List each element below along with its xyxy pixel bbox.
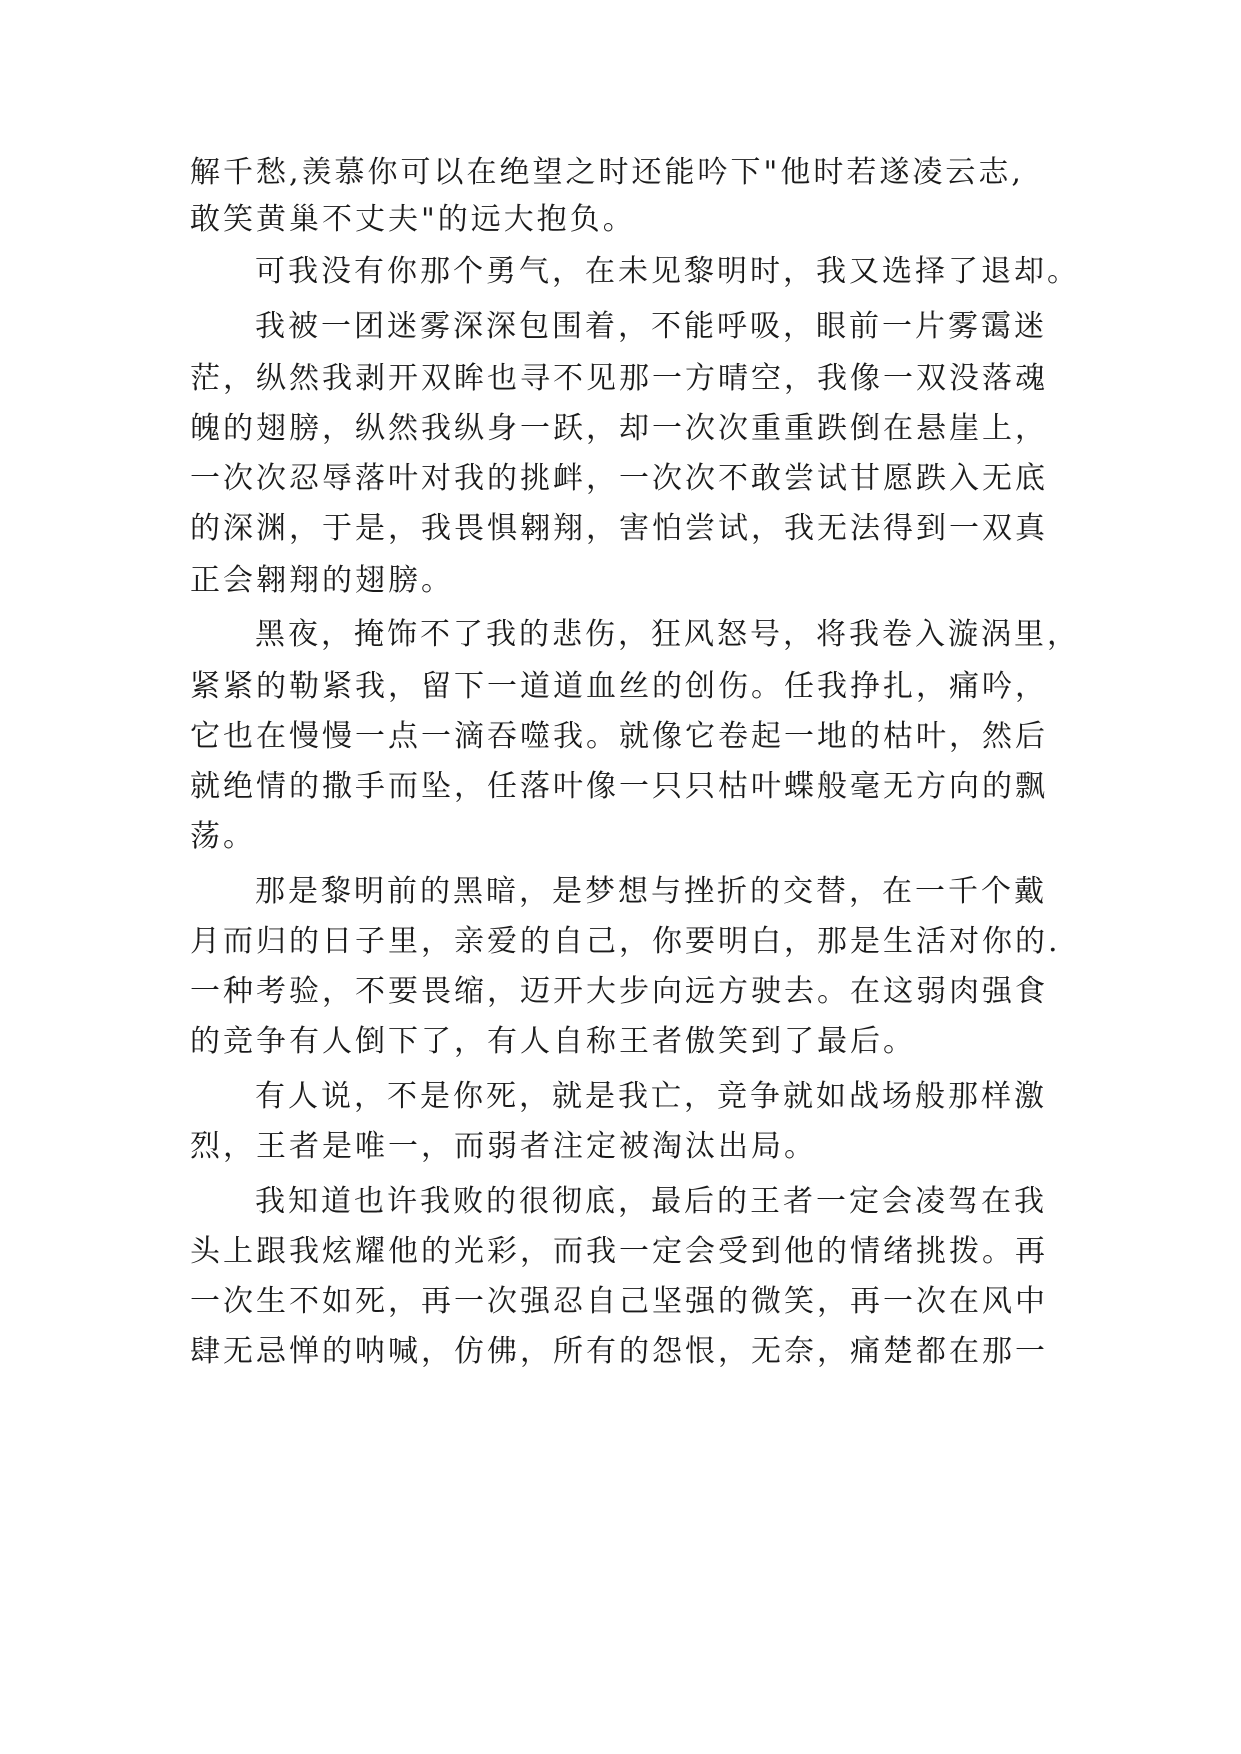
- text-line: 正会翱翔的翅膀。: [190, 563, 454, 598]
- text-line: 魄的翅膀，纵然我纵身一跃，却一次次重重跌倒在悬崖上，: [190, 411, 1048, 446]
- text-line: 敢笑黄巢不丈夫"的远大抱负。: [190, 202, 636, 237]
- paragraph-start-line: 我被一团迷雾深深包围着，不能呼吸，眼前一片雾霭迷: [255, 309, 1047, 344]
- text-line: 就绝情的撒手而坠，任落叶像一只只枯叶蝶般毫无方向的飘: [190, 769, 1048, 804]
- paragraph-start-line: 我知道也许我败的很彻底，最后的王者一定会凌驾在我: [255, 1184, 1047, 1219]
- text-line: 荡。: [190, 819, 256, 854]
- paragraph-start-line: 那是黎明前的黑暗，是梦想与挫折的交替，在一千个戴: [255, 874, 1047, 909]
- text-line: 的竞争有人倒下了，有人自称王者傲笑到了最后。: [190, 1024, 916, 1059]
- paragraph-start-line: 黑夜，掩饰不了我的悲伤，狂风怒号，将我卷入漩涡里，: [255, 617, 1080, 652]
- text-line: 紧紧的勒紧我，留下一道道血丝的创伤。任我挣扎，痛吟，: [190, 669, 1048, 704]
- text-line: 烈，王者是唯一，而弱者注定被淘汰出局。: [190, 1129, 817, 1164]
- text-line: 月而归的日子里，亲爱的自己，你要明白，那是生活对你的.: [190, 924, 1061, 959]
- text-line: 解千愁,羡慕你可以在绝望之时还能吟下"他时若遂凌云志,: [190, 155, 1024, 190]
- paragraph-start-line: 可我没有你那个勇气，在未见黎明时，我又选择了退却。: [255, 254, 1080, 289]
- text-line: 它也在慢慢一点一滴吞噬我。就像它卷起一地的枯叶，然后: [190, 719, 1048, 754]
- text-line: 茫，纵然我剥开双眸也寻不见那一方晴空，我像一双没落魂: [190, 361, 1048, 396]
- text-line: 一次生不如死，再一次强忍自己坚强的微笑，再一次在风中: [190, 1284, 1048, 1319]
- text-line: 一种考验，不要畏缩，迈开大步向远方驶去。在这弱肉强食: [190, 974, 1048, 1009]
- text-line: 肆无忌惮的呐喊，仿佛，所有的怨恨，无奈，痛楚都在那一: [190, 1334, 1048, 1369]
- text-line: 头上跟我炫耀他的光彩，而我一定会受到他的情绪挑拨。再: [190, 1234, 1048, 1269]
- text-line: 的深渊，于是，我畏惧翱翔，害怕尝试，我无法得到一双真: [190, 511, 1048, 546]
- paragraph-start-line: 有人说，不是你死，就是我亡，竞争就如战场般那样激: [255, 1079, 1047, 1114]
- text-line: 一次次忍辱落叶对我的挑衅，一次次不敢尝试甘愿跌入无底: [190, 461, 1048, 496]
